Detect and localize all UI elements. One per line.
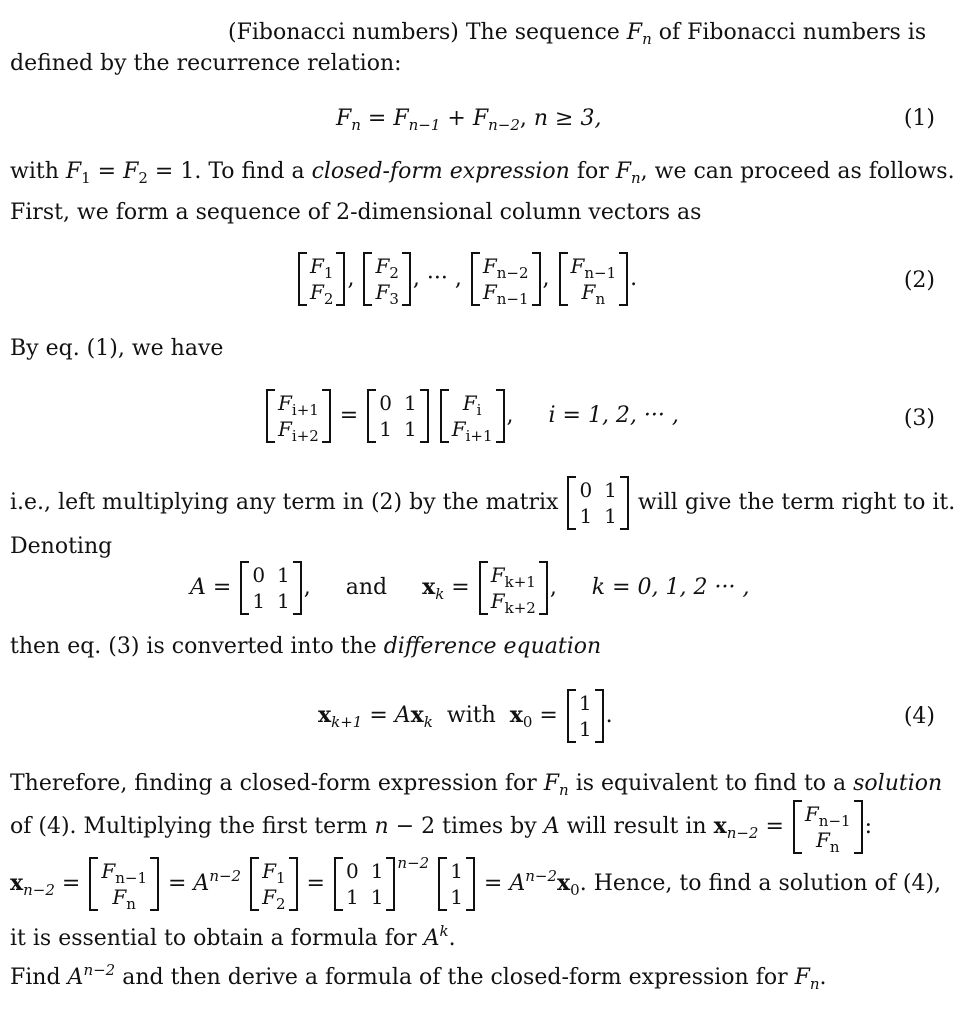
para3-line-1	[10, 476, 955, 530]
para2-line-1: with $F_1 = F_2 = 1$. To find a closed-form expression for $F_n$, we can proceed as follows.	[10, 159, 955, 187]
vector-fn1-fn: $F_{n-1}$ $F_n$	[559, 252, 629, 306]
vector-xk-def: $F_{k+1}$ $F_{k+2}$	[479, 561, 548, 615]
eq3-number: (3)	[903, 406, 935, 431]
final-text-b: and then derive a formula of the closed-form expression for	[115, 965, 795, 990]
para3-text-b: will give the term right to it.	[630, 490, 956, 515]
vector-ones: 1 1	[438, 857, 475, 911]
vector-x0: 1 1	[567, 689, 604, 743]
vector-f1-f2-eq: $F_1$ $F_2$	[250, 857, 297, 911]
para5-text-a: Therefore, finding a closed-form expression for	[10, 771, 544, 796]
para3-text-a: i.e., left multiplying any term in (2) by the matrix	[10, 490, 566, 515]
para4-line	[10, 636, 601, 658]
intro-text-a: (Fibonacci numbers) The sequence	[228, 20, 627, 45]
para6-hence: . Hence, to find a solution of (4),	[579, 871, 942, 896]
denoting-text: Denoting	[10, 534, 113, 559]
k-range: k = 0, 1, 2 ··· ,	[591, 575, 750, 600]
final-line: Find $A^{n-2}$ and then derive a formula of the closed-form expression for $F_n$.	[10, 961, 827, 993]
vector-fi1-fi2: $F_{i+1}$ $F_{i+2}$	[266, 389, 331, 443]
intro-line-1: (Fibonacci numbers) The sequence $F_n$ of Fibonacci numbers is	[228, 20, 927, 48]
definition-line: A = 0 1 1 1 , and $x_k$ = $F_{k+1}$ $F_{k+2}$ , k = 0, 1, 2 ··· ,	[190, 563, 750, 617]
para5-line-2: of (4). Multiplying the first term n − 2 times by A will result in $x_{n-2}$ = $F_{n-1}$ $F_n$ :	[10, 802, 872, 856]
eq1-condition: n ≥ 3,	[533, 106, 602, 131]
eq4-number: (4)	[903, 704, 935, 729]
vector-f2-f3: $F_2$ $F_3$	[363, 252, 410, 306]
eq1-number: (1)	[903, 106, 935, 131]
equation-1: $F_n = F_{n-1} + F_{n-2}$, n ≥ 3,	[336, 106, 602, 134]
intro-line-2: defined by the recurrence relation:	[10, 51, 402, 76]
para6-essential: it is essential to obtain a formula for	[10, 926, 424, 951]
equation-2: $F_1$ $F_2$ , $F_2$ $F_3$ , ··· , $F_{n-2}$ $F_{n-1}$ , $F_{n-1}$ $F_n$ .	[296, 252, 637, 306]
eq3-index: i = 1, 2, ··· ,	[548, 403, 679, 428]
para5-line-1: Therefore, finding a closed-form expression for $F_n$ is equivalent to find to a solution	[10, 771, 943, 799]
matrix-a-power: 0 1 1 1	[334, 857, 395, 911]
para2-line-2: First, we form a sequence of 2-dimensional column vectors as	[10, 200, 702, 225]
eq4-with: with	[446, 703, 496, 728]
vector-fn1-fn-eq: $F_{n-1}$ $F_n$	[89, 857, 159, 911]
equation-4: $x_{k+1} = Ax_k$ with $x_0$ = 1 1 .	[318, 691, 613, 741]
para5-text-c: of (4). Multiplying the first term	[10, 814, 375, 839]
vector-fi-fi1: $F_i$ $F_{i+1}$	[440, 389, 505, 443]
equation-3: $F_{i+1}$ $F_{i+2}$ = 0 1 1 1 $F_i$ $F_{i+1}$ , i = 1, 2, ··· ,	[264, 389, 679, 443]
matrix-a-eq3: 0 1 1 1	[367, 389, 428, 443]
matrix-a-inline: 0 1 1 1	[567, 476, 628, 530]
solution-term: solution	[853, 771, 943, 796]
matrix-a-def: 0 1 1 1	[240, 561, 301, 615]
eq2-number: (2)	[903, 268, 935, 293]
by-eq1-text: By eq. (1), we have	[10, 336, 224, 361]
and-word: and	[345, 575, 388, 600]
closed-form-term: closed-form expression	[311, 159, 570, 184]
para5-text-e: will result in	[559, 814, 714, 839]
para4-text: then eq. (3) is converted into the	[10, 634, 384, 659]
para2-with: with	[10, 159, 66, 184]
para5-text-b: is equivalent to find to a	[568, 771, 854, 796]
para2-rest: , we can proceed as follows.	[640, 159, 955, 184]
para6-line-2: it is essential to obtain a formula for $A^k$.	[10, 922, 456, 951]
vector-f1-f2: $F_1$ $F_2$	[298, 252, 345, 306]
para6-line-1: $x_{n-2}$ = $F_{n-1}$ $F_n$ = $A^{n-2}$ $F_1$ $F_2$ = 0 1 1 1 $^{n-2}$ 1 1 = $A^{n-2}x_0$. Hence, to find a solution of (4),	[10, 854, 942, 913]
para5-text-d: times by	[435, 814, 544, 839]
intro-text-b: of Fibonacci numbers is	[651, 20, 927, 45]
para2-for: for	[569, 159, 616, 184]
final-text-a: Find	[10, 965, 68, 990]
difference-equation-term: difference equation	[383, 634, 602, 659]
vector-fn1-fn-inline: $F_{n-1}$ $F_n$	[793, 800, 863, 854]
vector-fn2-fn1: $F_{n-2}$ $F_{n-1}$	[471, 252, 541, 306]
para2-find: . To find a	[194, 159, 312, 184]
